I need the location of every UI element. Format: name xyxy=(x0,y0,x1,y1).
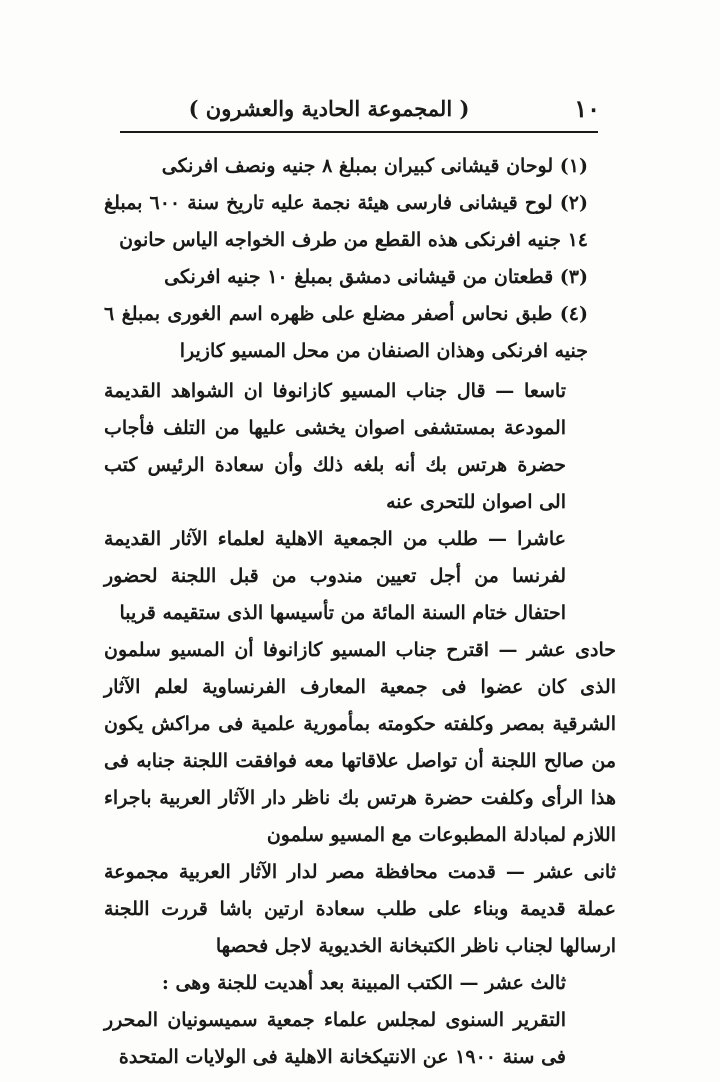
item-3: (٣) قطعتان من قيشانى دمشق بمبلغ ١٠ جنيه افرنكى xyxy=(164,266,588,288)
body-text xyxy=(104,148,616,1076)
item-2: (٢) لوح قيشانى فارسى هيئة نجمة عليه تاريخ سنة ٦٠٠ بمبلغ ١٤ جنيه افرنكى هذه القطع من طرف الخواجه الياس حانون xyxy=(104,192,588,251)
running-title: ( المجموعة الحادية والعشرون ) xyxy=(188,96,470,121)
item-1: (١) لوحان قيشانى كبيران بمبلغ ٨ جنيه ونصف افرنكى xyxy=(161,155,588,177)
paragraph-report: التقرير السنوى لمجلس علماء جمعية سميسونيان المحرر فى سنة ١٩٠٠ عن الانتيكخانة الاهلية فى الولايات المتحدة xyxy=(104,1009,566,1068)
page-header xyxy=(118,92,600,126)
paragraph-eleventh: حادى عشر — اقترح جناب المسيو كازانوفا أن المسيو سلمون الذى كان عضوا فى جمعية المعارف الفرنساوية لعلم الآثار الشرقية بمصر وكلفته حكومته بمأمورية علمية فى مراكش يكون من صالح اللجنة أن تواصل علاقاتها معه فوافقت اللجنة جنابه فى هذا الرأى وكلفت حضرة هرتس بك ناظر دار الآثار العربية باجراء اللازم لمبادلة المطبوعات مع المسيو سلمون xyxy=(104,639,616,846)
paragraph-ninth: تاسعا — قال جناب المسيو كازانوفا ان الشواهد القديمة المودعة بمستشفى اصوان يخشى عليها من التلف فأجاب حضرة هرتس بك أنه بلغه ذلك وأن سعادة الرئيس كتب الى اصوان للتحرى عنه xyxy=(104,380,566,513)
page-number: ١٠ xyxy=(574,94,600,123)
paragraph-twelfth: ثانى عشر — قدمت محافظة مصر لدار الآثار العربية مجموعة عملة قديمة وبناء على طلب سعادة ارتين باشا قررت اللجنة ارسالها لجناب ناظر الكتبخانة الخديوية لاجل فحصها xyxy=(104,861,616,957)
paragraph-thirteenth: ثالث عشر — الكتب المبينة بعد أهديت للجنة وهى : xyxy=(161,972,566,994)
paragraph-tenth: عاشرا — طلب من الجمعية الاهلية لعلماء الآثار القديمة لفرنسا من أجل تعيين مندوب من قبل اللجنة لحضور احتفال ختام السنة المائة من تأسيسها الذى ستقيمه قريبا xyxy=(104,528,566,624)
item-4: (٤) طبق نحاس أصفر مضلع على ظهره اسم الغورى بمبلغ ٦ جنيه افرنكى وهذان الصنفان من محل المسيو كازيرا xyxy=(104,303,588,362)
header-rule xyxy=(120,131,598,133)
